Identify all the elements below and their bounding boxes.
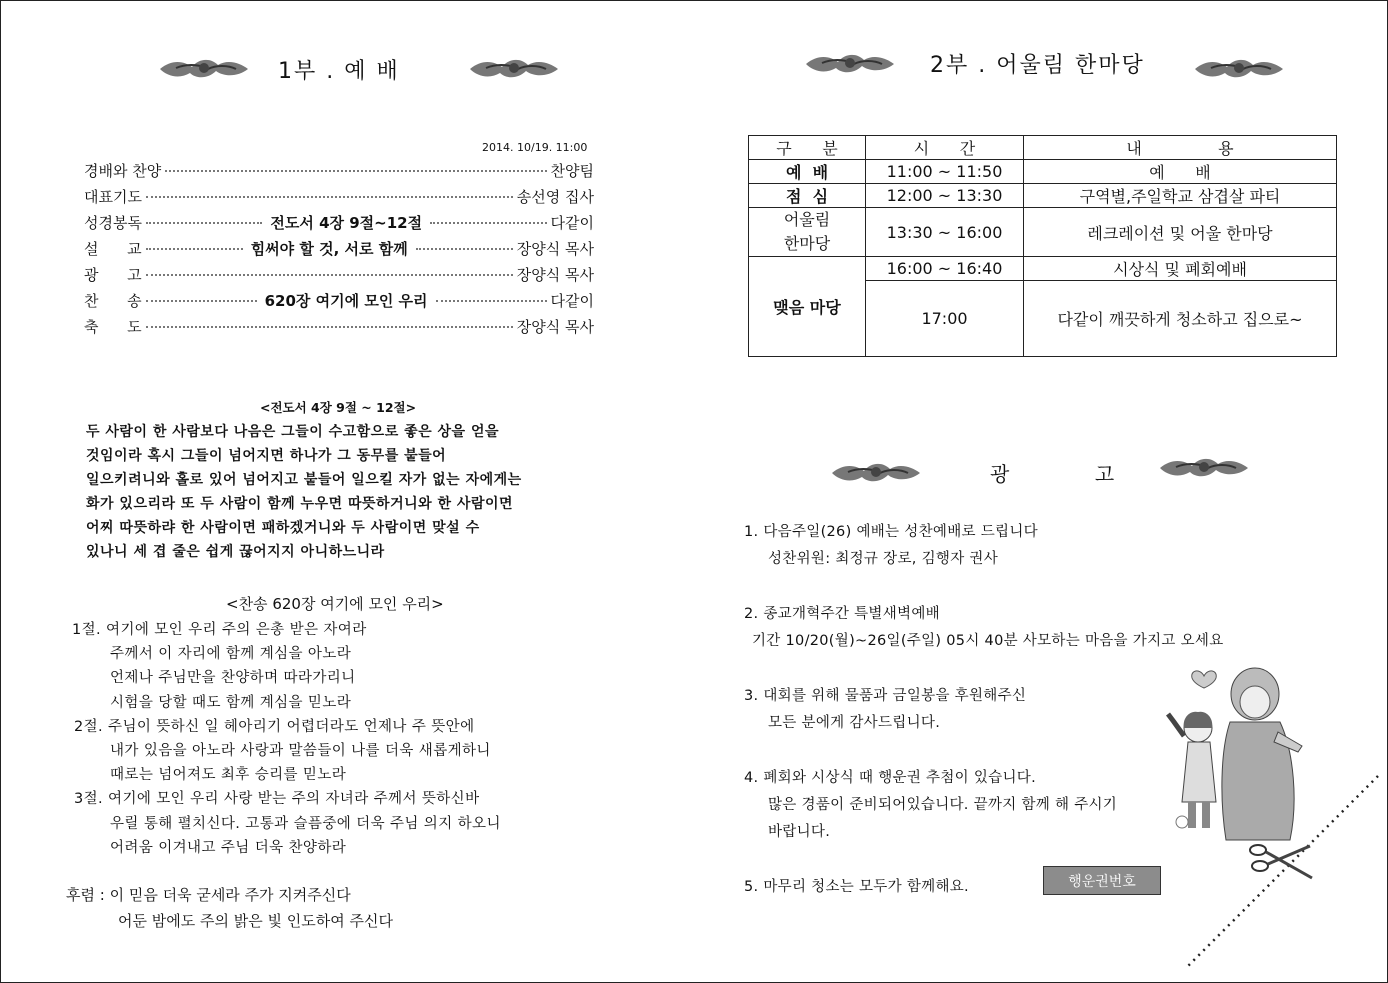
row-category-line: 한마당: [783, 234, 831, 253]
hymn-line: 3절. 여기에 모인 우리 사랑 받는 주의 자녀라 주께서 뜻하신바: [74, 791, 480, 808]
row-time: 17:00: [866, 281, 1024, 357]
leader-dots: [146, 273, 513, 276]
service-datetime: 2014. 10/19. 11:00: [482, 141, 588, 154]
order-person: 송선영 집사: [516, 188, 594, 206]
order-detail: 620장 여기에 모인 우리: [264, 292, 428, 310]
leader-dots: [146, 325, 513, 328]
announcement-line: 1. 다음주일(26) 예배는 성찬예배로 드립니다: [744, 524, 1038, 540]
refrain-line: 어둔 밤에도 주의 밝은 빛 인도하여 주신다: [118, 912, 393, 930]
leader-dots: [416, 247, 513, 250]
leader-dots: [146, 195, 513, 198]
order-item: [84, 290, 594, 311]
floral-ornament-icon: [468, 53, 560, 83]
fellowship-title: 2부 . 어울림 한마당: [930, 53, 1145, 78]
order-person: 다같이: [550, 214, 594, 232]
hymn-line: 시험을 당할 때도 함께 계심을 믿노라: [110, 694, 352, 711]
order-label: 대표기도: [84, 188, 142, 206]
table-header-row: [749, 136, 1337, 160]
order-person: 장양식 목사: [516, 266, 594, 284]
row-content: 레크레이션 및 어울 한마당: [1024, 208, 1337, 257]
announcement-line: 3. 대회를 위해 물품과 금일봉을 후원해주신: [744, 688, 1027, 704]
scripture-title: <전도서 4장 9절 ~ 12절>: [260, 400, 417, 415]
table-row: [749, 257, 1337, 281]
scissors-icon: [1248, 842, 1316, 882]
order-item: [84, 186, 594, 207]
row-category: 맺음 마당: [749, 257, 866, 357]
row-content: 예 배: [1024, 160, 1337, 184]
scripture-text: [86, 420, 522, 564]
order-label: 축 도: [84, 318, 142, 336]
hymn-line: 1절. 여기에 모인 우리 주의 은총 받은 자여라: [72, 622, 367, 638]
announcements-title: 광 고: [990, 462, 1117, 486]
order-person: 다같이: [550, 292, 595, 310]
header-category: 구 분: [749, 136, 866, 160]
row-category: 점 심: [749, 184, 866, 208]
row-time: 16:00 ~ 16:40: [866, 257, 1024, 281]
leader-dots: [436, 299, 547, 302]
order-item: [84, 212, 594, 233]
order-person: 장양식 목사: [516, 318, 594, 336]
hymn-line: 내가 있음을 아노라 사랑과 말씀들이 나를 더욱 새롭게하니: [110, 743, 491, 760]
raffle-number-box: 행운권번호: [1043, 866, 1161, 895]
schedule-table: [748, 135, 1337, 357]
scripture-line: 일으키려니와 홀로 있어 넘어지고 붙들어 일으킬 자가 없는 자에게는: [86, 472, 522, 488]
announcement-line: 성찬위원: 최정규 장로, 김행자 권사: [768, 551, 999, 567]
order-label: 찬 송: [84, 292, 142, 310]
order-label: 광 고: [84, 266, 142, 284]
floral-ornament-icon: [1193, 53, 1285, 83]
announcement-line: 5. 마무리 청소는 모두가 함께해요.: [744, 879, 969, 895]
floral-ornament-icon: [804, 48, 896, 78]
refrain-line: 후렴 : 이 믿음 더욱 굳세라 주가 지켜주신다: [66, 886, 351, 904]
order-item: [84, 160, 594, 181]
worship-title: 1부 . 예 배: [278, 59, 400, 84]
order-item: [84, 238, 594, 259]
order-label: 성경봉독: [84, 214, 142, 232]
leader-dots: [146, 221, 262, 224]
hymn-line: 때로는 넘어져도 최후 승리를 믿노라: [110, 767, 347, 784]
scripture-line: 두 사람이 한 사람보다 나음은 그들이 수고함으로 좋은 상을 얻을: [86, 424, 499, 440]
table-row: [749, 208, 1337, 257]
hymn-text: [72, 618, 501, 860]
row-category-line: 어울림: [783, 210, 831, 229]
order-item: [84, 264, 594, 285]
order-label: 설 교: [84, 240, 142, 258]
header-time: 시 간: [866, 136, 1024, 160]
floral-ornament-icon: [158, 53, 250, 83]
hymn-line: 어려움 이겨내고 주님 더욱 찬양하라: [110, 839, 347, 856]
header-content: 내 용: [1024, 136, 1337, 160]
hymn-line: 2절. 주님이 뜻하신 일 헤아리기 어렵더라도 언제나 주 뜻안에: [74, 718, 475, 735]
row-time: 13:30 ~ 16:00: [866, 208, 1024, 257]
order-item: [84, 316, 594, 337]
floral-ornament-icon: [830, 457, 922, 487]
row-content: 다같이 깨끗하게 청소하고 집으로~: [1024, 281, 1337, 357]
table-row: [749, 184, 1337, 208]
scripture-line: 있나니 세 겹 줄은 쉽게 끊어지지 아니하느니라: [86, 544, 385, 560]
row-time: 11:00 ~ 11:50: [866, 160, 1024, 184]
announcement-line: 기간 10/20(월)~26일(주일) 05시 40분 사모하는 마음을 가지고 오세요: [752, 633, 1224, 649]
announcement-line: 모든 분에게 감사드립니다.: [768, 715, 941, 731]
announcement-line: 4. 폐회와 시상식 때 행운권 추첨이 있습니다.: [744, 770, 1037, 786]
leader-dots: [146, 247, 243, 250]
announcement-line: 바랍니다.: [768, 824, 831, 840]
leader-dots: [146, 299, 257, 302]
leader-dots: [430, 221, 546, 224]
announcement-line: 많은 경품이 준비되어있습니다. 끝까지 함께 해 주시기: [768, 797, 1118, 813]
row-category: [749, 208, 866, 257]
row-category: 예 배: [749, 160, 866, 184]
announcement-line: 2. 종교개혁주간 특별새벽예배: [744, 606, 940, 622]
floral-ornament-icon: [1158, 452, 1250, 482]
order-detail: 전도서 4장 9절~12절: [270, 214, 423, 232]
leader-dots: [165, 169, 546, 172]
hymn-line: 언제나 주님만을 찬양하며 따라가리니: [110, 670, 356, 687]
hymn-line: 주께서 이 자리에 함께 계심을 아노라: [110, 646, 352, 663]
scripture-line: 것임이라 혹시 그들이 넘어지면 하나가 그 동무를 붙들어: [86, 448, 447, 464]
row-content: 시상식 및 폐회예배: [1024, 257, 1337, 281]
hymn-line: 우릴 통해 펼치신다. 고통과 슬픔중에 더욱 주님 의지 하오니: [110, 815, 501, 832]
order-person: 찬양팀: [550, 162, 594, 180]
row-time: 12:00 ~ 13:30: [866, 184, 1024, 208]
table-row: [749, 160, 1337, 184]
row-content: 구역별,주일학교 삼겹살 파티: [1024, 184, 1337, 208]
order-detail: 힘써야 할 것, 서로 함께: [250, 240, 408, 258]
order-label: 경배와 찬양: [84, 162, 162, 180]
scripture-line: 어찌 따뜻하랴 한 사람이면 패하겠거니와 두 사람이면 맞설 수: [86, 520, 480, 536]
scripture-line: 화가 있으리라 또 두 사람이 함께 누우면 따뜻하거니와 한 사람이면: [86, 496, 514, 512]
hymn-title: <찬송 620장 여기에 모인 우리>: [226, 595, 444, 613]
order-person: 장양식 목사: [516, 240, 594, 258]
